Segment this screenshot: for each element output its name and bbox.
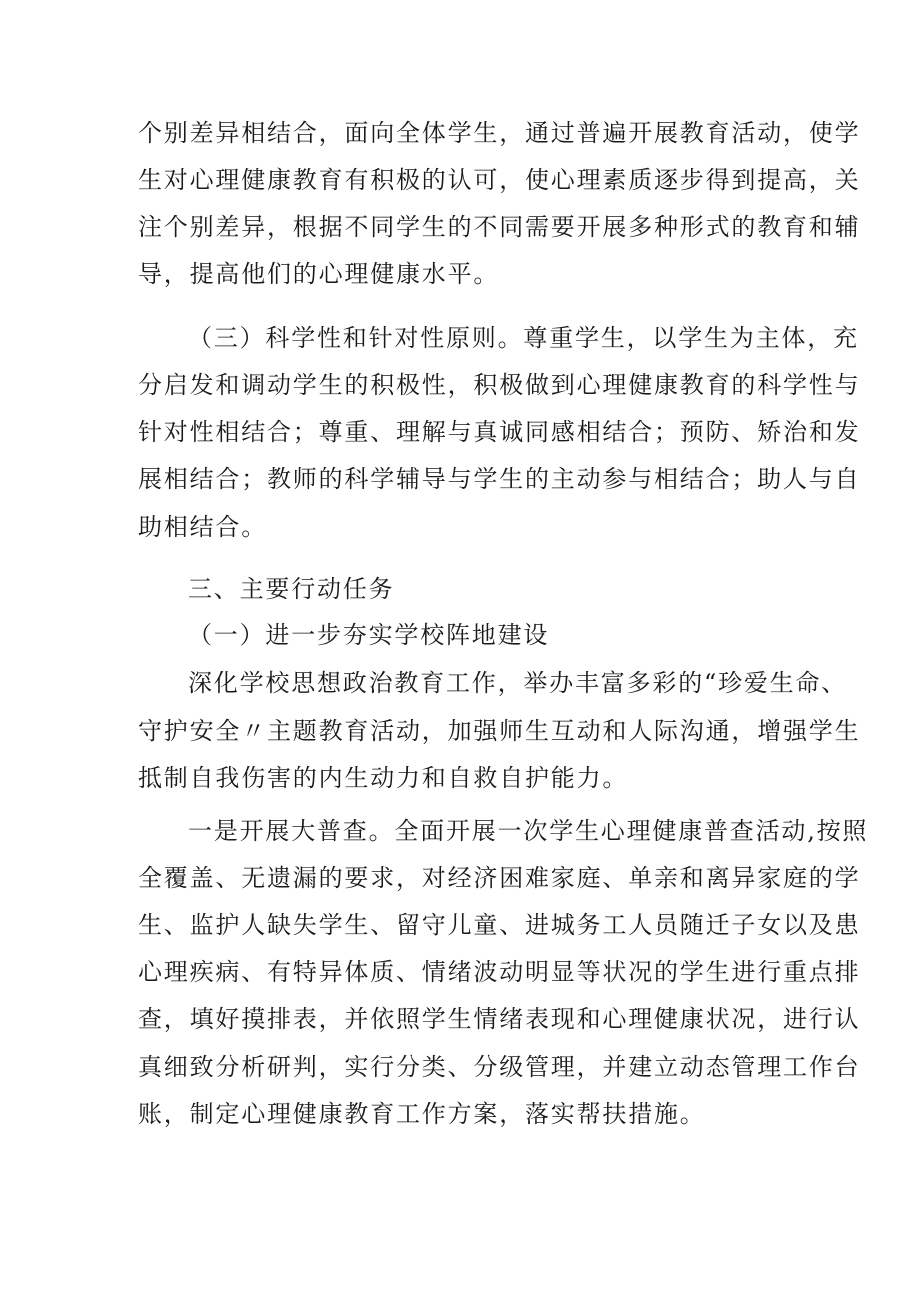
paragraph-line: 助相结合。 — [138, 513, 267, 541]
paragraph-line: 心理疾病、有特异体质、情绪波动明显等状况的学生进行重点排 — [138, 958, 861, 986]
paragraph-line: （三）科学性和针对性原则。尊重学生，以学生为主体，充 — [188, 324, 859, 352]
paragraph-line: 抵制自我伤害的内生动力和自救自护能力。 — [138, 764, 629, 792]
section-heading: 三、主要行动任务 — [188, 575, 395, 603]
paragraph-line: 分启发和调动学生的积极性，积极做到心理健康教育的科学性与 — [138, 371, 861, 399]
subsection-heading: （一）进一步夯实学校阵地建设 — [188, 621, 550, 649]
paragraph-line: 一是开展大普查。全面开展一次学生心理健康普查活动,按照 — [188, 817, 869, 845]
paragraph-line: 展相结合；教师的科学辅导与学生的主动参与相结合；助人与自 — [138, 465, 861, 493]
paragraph-line: 查，填好摸排表，并依照学生情绪表现和心理健康状况，进行认 — [138, 1005, 861, 1033]
paragraph-line: 生、监护人缺失学生、留守儿童、进城务工人员随迁子女以及患 — [138, 911, 861, 939]
paragraph-line: 生对心理健康教育有积极的认可，使心理素质逐步得到提高，关 — [138, 166, 861, 194]
paragraph-line: 全覆盖、无遗漏的要求，对经济困难家庭、单亲和离异家庭的学 — [138, 864, 861, 892]
paragraph-line: 导，提高他们的心理健康水平。 — [138, 260, 500, 288]
paragraph-line: 真细致分析研判，实行分类、分级管理，并建立动态管理工作台 — [138, 1053, 861, 1081]
paragraph-line: 账，制定心理健康教育工作方案，落实帮扶措施。 — [138, 1100, 706, 1128]
paragraph-line: 针对性相结合；尊重、理解与真诚同感相结合；预防、矫治和发 — [138, 418, 861, 446]
paragraph-line: 守护安全〃主题教育活动，加强师生互动和人际沟通，增强学生 — [138, 717, 861, 745]
paragraph-line: 注个别差异，根据不同学生的不同需要开展多种形式的教育和辅 — [138, 213, 861, 241]
paragraph-line: 个别差异相结合，面向全体学生，通过普遍开展教育活动，使学 — [138, 119, 861, 147]
paragraph-line: 深化学校思想政治教育工作，举办丰富多彩的“珍爱生命、 — [188, 669, 848, 697]
